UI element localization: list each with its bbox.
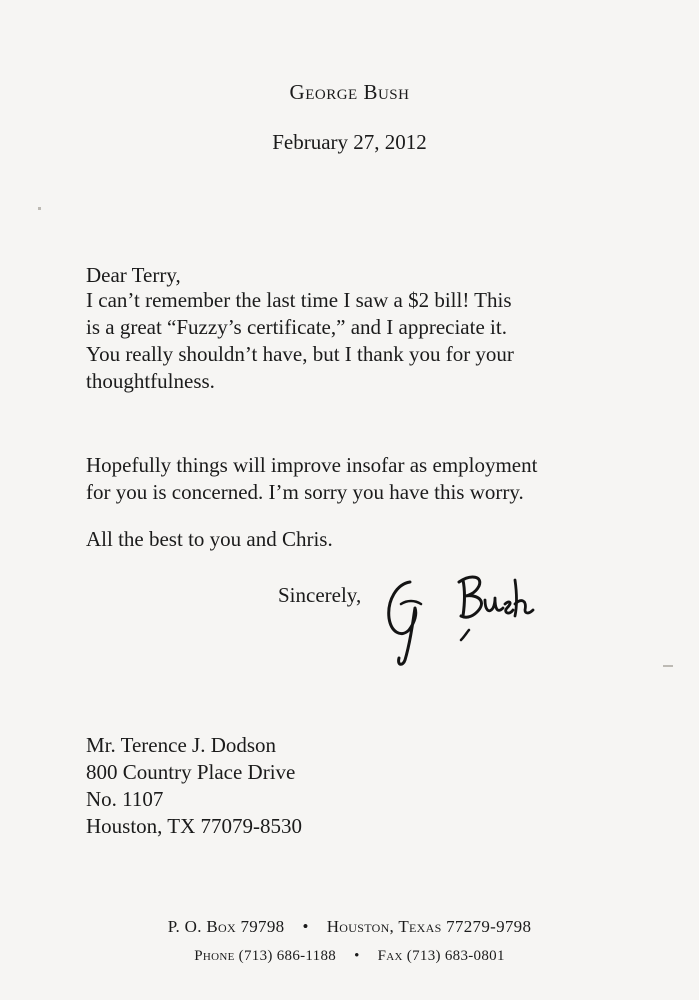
paragraph-1-line: You really shouldn’t have, but I thank you for your xyxy=(86,342,514,366)
footer-po-box: P. O. Box 79798 xyxy=(167,917,285,936)
signature-image xyxy=(375,560,555,670)
recipient-city: Houston, TX 77079-8530 xyxy=(86,814,303,838)
paper-speck xyxy=(663,665,673,667)
letterhead-name xyxy=(0,80,699,105)
paragraph-1-line: is a great “Fuzzy’s certificate,” and I appreciate it. xyxy=(86,315,507,339)
paragraph-2-line: Hopefully things will improve insofar as employment xyxy=(86,453,538,477)
footer-contact-line xyxy=(0,948,699,965)
paragraph-2-line: for you is concerned. I’m sorry you have this worry. xyxy=(86,480,524,504)
recipient-address xyxy=(86,732,302,840)
paragraph-2 xyxy=(86,452,537,506)
footer-fax: Fax (713) 683-0801 xyxy=(377,948,505,964)
paragraph-1 xyxy=(86,287,514,395)
recipient-unit: No. 1107 xyxy=(86,787,164,811)
recipient-street: 800 Country Place Drive xyxy=(86,760,296,784)
paragraph-1-line: thoughtfulness. xyxy=(86,369,215,393)
footer-separator: • xyxy=(354,948,360,964)
footer-city: Houston, Texas 77279-9798 xyxy=(326,917,532,936)
recipient-name: Mr. Terence J. Dodson xyxy=(86,733,277,757)
letter-date: February 27, 2012 xyxy=(272,130,427,154)
salutation: Dear Terry, xyxy=(86,263,181,287)
footer-separator: • xyxy=(302,917,309,936)
paragraph-1-line: I can’t remember the last time I saw a $2 bill! This xyxy=(86,288,512,312)
paper-speck xyxy=(38,207,41,210)
footer-phone: Phone (713) 686-1188 xyxy=(194,948,337,964)
letterhead-name-text: George Bush xyxy=(289,80,410,104)
closing: Sincerely, xyxy=(278,583,362,607)
paragraph-3: All the best to you and Chris. xyxy=(86,527,333,551)
footer-address-line xyxy=(0,917,699,937)
